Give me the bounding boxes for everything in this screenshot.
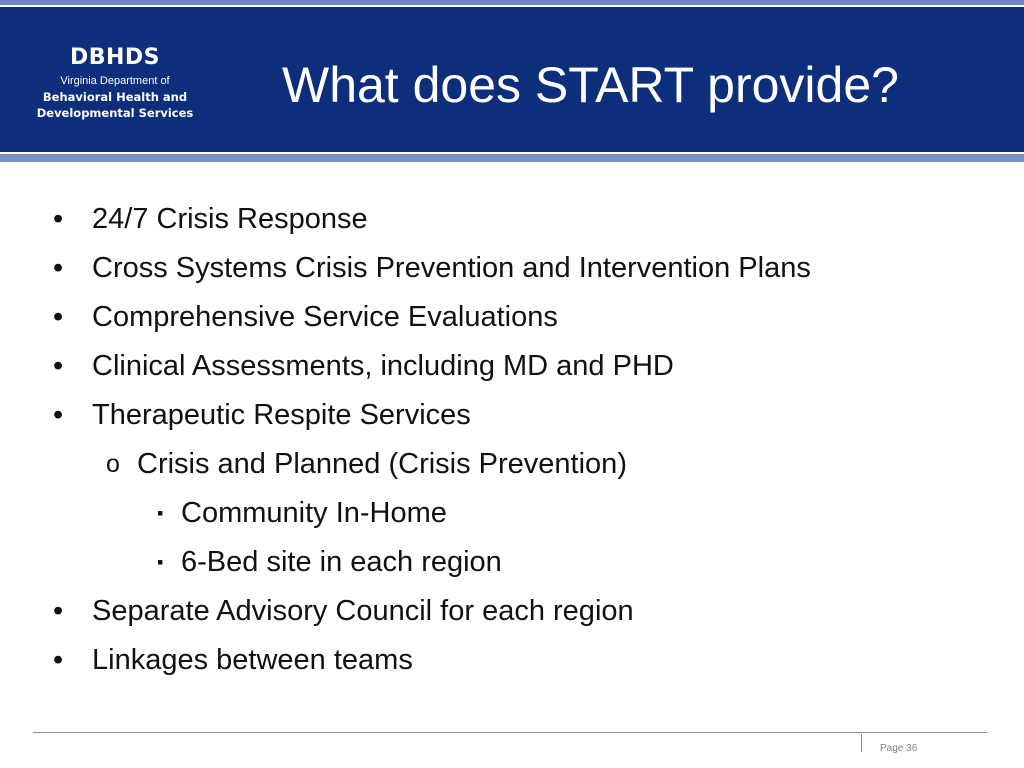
bullet-text: 24/7 Crisis Response (92, 203, 368, 235)
bullet-marker: ▪ (157, 503, 164, 523)
header-bottom-stripe (0, 152, 1024, 162)
page-number: Page 36 (880, 743, 918, 754)
logo-line-3: Developmental Services (36, 106, 194, 120)
bullet-marker: • (53, 252, 64, 284)
bullet-marker: • (53, 644, 64, 676)
logo-main-text: DBHDS (69, 45, 161, 70)
footer-divider-tick (861, 734, 862, 752)
bullet-list (0, 195, 1024, 685)
logo-line-1: Virginia Department of (60, 75, 170, 87)
bullet-marker: • (53, 595, 64, 627)
bullet-marker: ▪ (157, 552, 164, 572)
bullet-marker: • (53, 350, 64, 382)
bullet-marker: • (53, 301, 64, 333)
bullet-item (0, 342, 1024, 391)
bullet-item (0, 293, 1024, 342)
bullet-text: Linkages between teams (92, 644, 413, 676)
bullet-item (0, 244, 1024, 293)
bullet-marker: o (106, 450, 120, 478)
bullet-text: Therapeutic Respite Services (92, 399, 471, 431)
bullet-text: Clinical Assessments, including MD and PHD (92, 350, 674, 382)
bullet-item (0, 195, 1024, 244)
bullet-text: 6-Bed site in each region (181, 546, 502, 578)
dbhds-logo (30, 45, 200, 121)
header-bar (0, 5, 1024, 152)
logo-line-2: Behavioral Health and (42, 90, 188, 104)
bullet-text: Cross Systems Crisis Prevention and Intervention Plans (92, 252, 811, 284)
bullet-item (0, 636, 1024, 685)
bullet-item (0, 440, 1024, 489)
bullet-text: Separate Advisory Council for each region (92, 595, 634, 627)
bullet-item (0, 587, 1024, 636)
bullet-text: Community In-Home (181, 497, 447, 529)
bullet-text: Comprehensive Service Evaluations (92, 301, 558, 333)
bullet-marker: • (53, 203, 64, 235)
bullet-item (0, 538, 1024, 587)
bullet-item (0, 391, 1024, 440)
slide-title: What does START provide? (282, 57, 899, 113)
footer-divider (33, 732, 987, 733)
bullet-text: Crisis and Planned (Crisis Prevention) (137, 448, 627, 480)
bullet-item (0, 489, 1024, 538)
bullet-marker: • (53, 399, 64, 431)
